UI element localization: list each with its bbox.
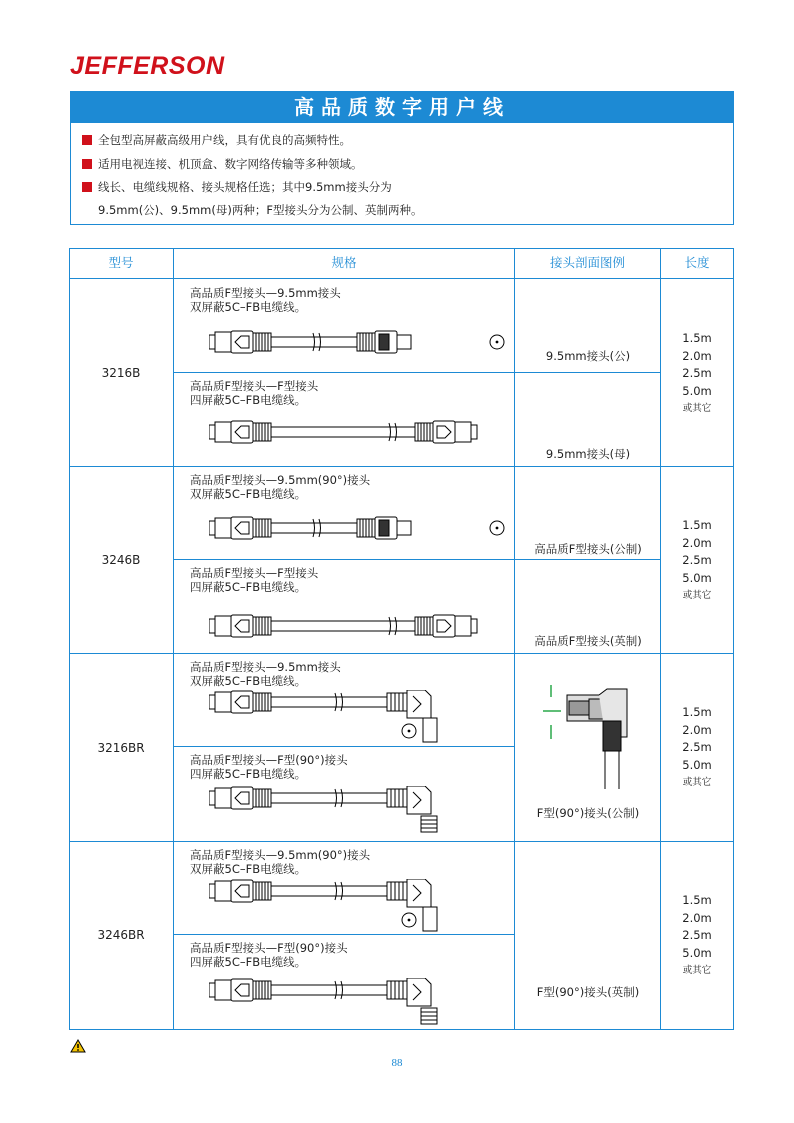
connector-label: 9.5mm接头(公) xyxy=(545,349,631,363)
connector-label: 9.5mm接头(母) xyxy=(545,447,631,461)
model-number: 3216BR xyxy=(97,741,145,755)
model-number: 3216B xyxy=(101,366,141,380)
feature-item: 全包型高屏蔽高级用户线，具有优良的高频特性。 xyxy=(82,133,351,147)
connector-cross-section-diagram xyxy=(539,681,649,791)
header-length: 长度 xyxy=(684,255,710,270)
spec-text: 高品质F型接头—9.5mm(90°)接头 双屏蔽5C–FB电缆线。 xyxy=(190,473,371,501)
bullet-icon xyxy=(82,159,92,169)
page-number: 88 xyxy=(391,1057,403,1069)
feature-item: 适用电视连接、机顶盒、数字网络传输等多种领域。 xyxy=(82,157,363,171)
cable-f-to-f-illustration xyxy=(209,614,519,638)
spec-text: 高品质F型接头—F型(90°)接头 四屏蔽5C–FB电缆线。 xyxy=(190,753,348,781)
length-list: 1.5m 2.0m 2.5m 5.0m 或其它 xyxy=(682,893,712,976)
spec-text: 高品质F型接头—9.5mm(90°)接头 双屏蔽5C–FB电缆线。 xyxy=(190,848,371,876)
spec-text: 高品质F型接头—F型(90°)接头 四屏蔽5C–FB电缆线。 xyxy=(190,941,348,969)
header-spec: 规格 xyxy=(331,255,357,270)
feature-item: 线长、电缆线规格、接头规格任选；其中9.5mm接头分为 xyxy=(82,180,392,194)
product-table xyxy=(69,248,734,1030)
header-model: 型号 xyxy=(108,255,134,270)
socket-end-icon xyxy=(489,520,509,540)
features-box xyxy=(70,123,734,225)
connector-label: 高品质F型接头(英制) xyxy=(534,634,642,648)
connector-label: 高品质F型接头(公制) xyxy=(534,542,642,556)
connector-label: F型(90°)接头(公制) xyxy=(536,806,640,820)
cable-f-to-95mm-illustration xyxy=(209,330,449,354)
length-list: 1.5m 2.0m 2.5m 5.0m 或其它 xyxy=(682,518,712,601)
socket-end-icon xyxy=(489,334,509,354)
connector-label: F型(90°)接头(英制) xyxy=(536,985,640,999)
bullet-icon xyxy=(82,135,92,145)
model-number: 3246B xyxy=(101,553,141,567)
cable-f-to-f-illustration xyxy=(209,420,519,444)
bullet-icon xyxy=(82,182,92,192)
cable-f-to-right-angle-95mm-illustration xyxy=(209,879,449,935)
cable-f-to-95mm-illustration xyxy=(209,516,449,540)
spec-text: 高品质F型接头—F型接头 四屏蔽5C–FB电缆线。 xyxy=(190,379,319,407)
feature-item-continuation: 9.5mm(公)、9.5mm(母)两种；F型接头分为公制、英制两种。 xyxy=(98,203,423,217)
spec-text: 高品质F型接头—F型接头 四屏蔽5C–FB电缆线。 xyxy=(190,566,319,594)
length-list: 1.5m 2.0m 2.5m 5.0m 或其它 xyxy=(682,705,712,788)
warning-triangle-icon xyxy=(70,1039,86,1053)
spec-text: 高品质F型接头—9.5mm接头 双屏蔽5C–FB电缆线。 xyxy=(190,286,341,314)
spec-text: 高品质F型接头—9.5mm接头 双屏蔽5C–FB电缆线。 xyxy=(190,660,341,688)
model-number: 3246BR xyxy=(97,928,145,942)
header-connector: 接头剖面图例 xyxy=(549,255,625,270)
page-title: 高品质数字用户线 xyxy=(70,91,734,123)
cable-f-to-right-angle-f-illustration xyxy=(209,978,449,1034)
cable-f-to-right-angle-f-illustration xyxy=(209,786,449,842)
length-list: 1.5m 2.0m 2.5m 5.0m 或其它 xyxy=(682,331,712,414)
brand-logo: JEFFERSON xyxy=(70,52,225,80)
cable-f-to-right-angle-95mm-illustration xyxy=(209,690,449,746)
